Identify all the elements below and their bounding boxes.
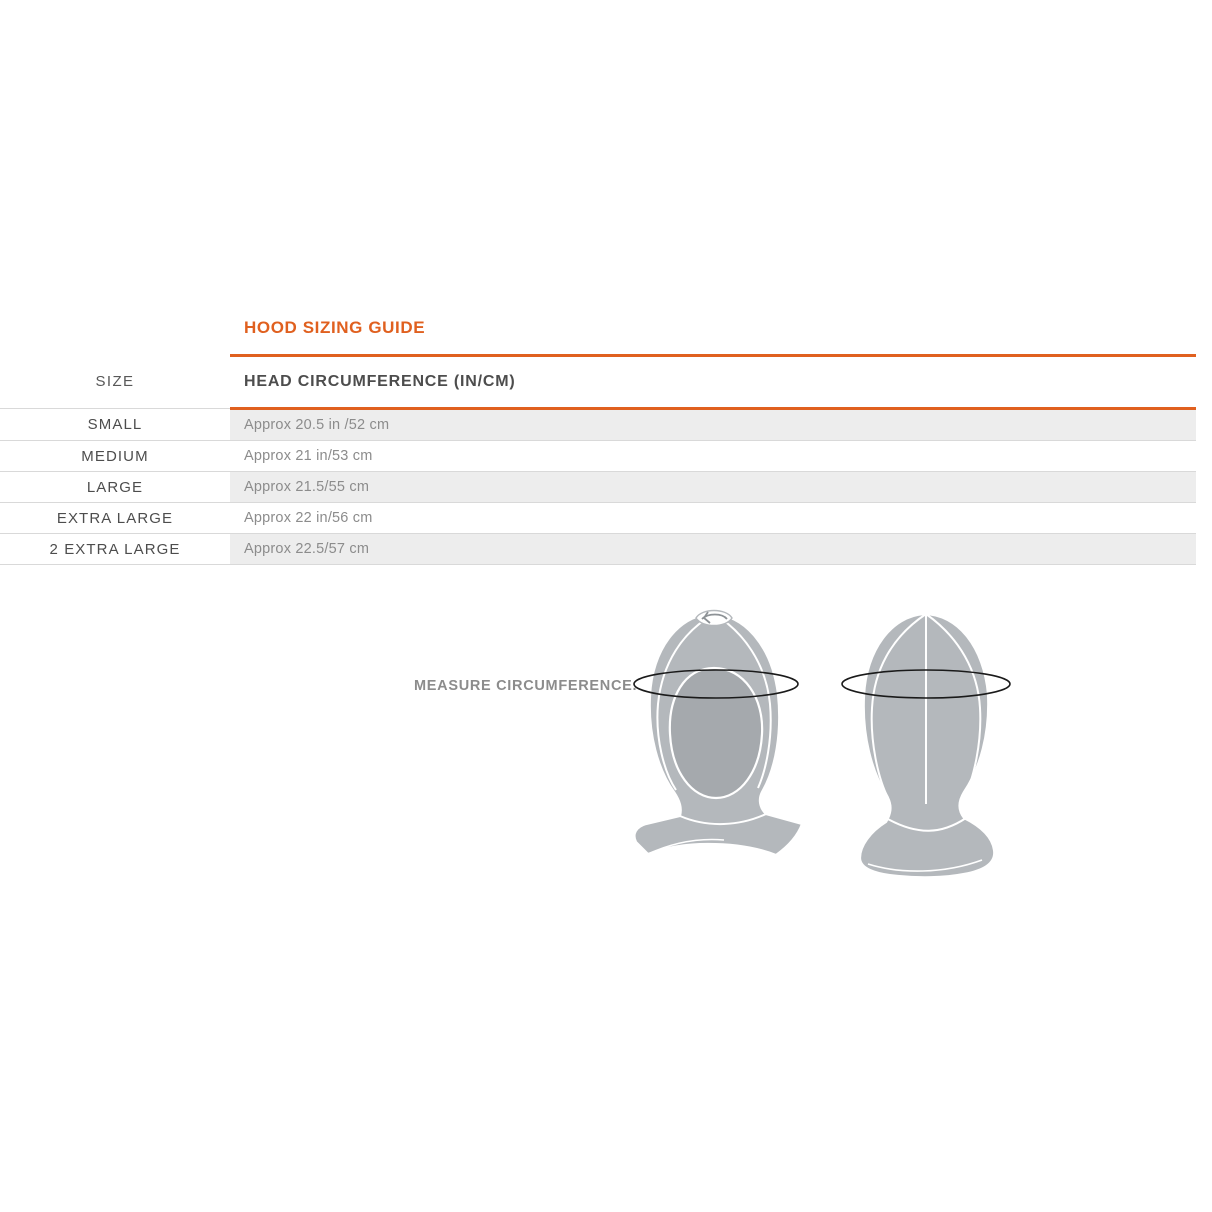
cell-circumference: Approx 21.5/55 cm: [230, 472, 1196, 503]
table-row: [0, 534, 1196, 565]
hood-diagram: [630, 592, 1050, 892]
table-row: [0, 441, 1196, 472]
cell-circumference: Approx 20.5 in /52 cm: [230, 409, 1196, 441]
hood-illustration: [400, 600, 1100, 920]
cell-size: 2 EXTRA LARGE: [0, 534, 230, 565]
cell-size: EXTRA LARGE: [0, 503, 230, 534]
column-header-size: SIZE: [0, 356, 230, 409]
column-header-circumference: HEAD CIRCUMFERENCE (IN/CM): [230, 356, 1196, 409]
cell-circumference: Approx 22.5/57 cm: [230, 534, 1196, 565]
guide-title: HOOD SIZING GUIDE: [244, 318, 426, 337]
cell-size: LARGE: [0, 472, 230, 503]
cell-size: MEDIUM: [0, 441, 230, 472]
cell-size: SMALL: [0, 409, 230, 441]
table-row: [0, 472, 1196, 503]
cell-circumference: Approx 21 in/53 cm: [230, 441, 1196, 472]
cell-circumference: Approx 22 in/56 cm: [230, 503, 1196, 534]
hood-vent-detail: [696, 611, 732, 626]
size-table: [0, 354, 1196, 565]
table-row: [0, 409, 1196, 441]
measure-circumference-label: MEASURE CIRCUMFERENCE.: [414, 678, 638, 694]
table-header-row: [0, 356, 1196, 409]
table-row: [0, 503, 1196, 534]
hood-back-view: [842, 614, 1010, 877]
hood-front-view: [634, 611, 802, 856]
